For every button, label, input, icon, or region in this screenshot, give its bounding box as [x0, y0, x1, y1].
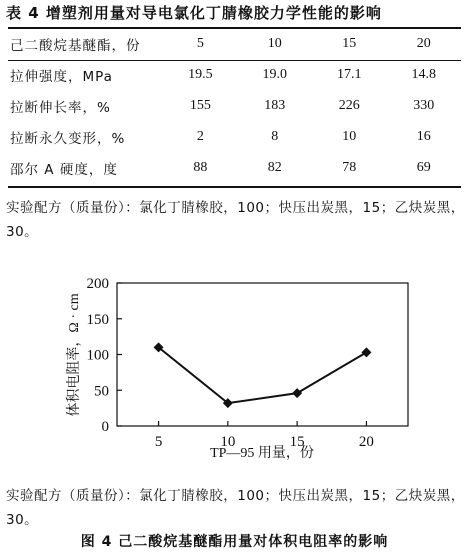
table-cell: 69	[416, 159, 431, 175]
header-value: 5	[196, 35, 204, 51]
y-tick-label: 200	[86, 276, 109, 292]
x-tick-label: 15	[289, 434, 305, 450]
table-row	[8, 90, 461, 121]
table-row	[8, 59, 461, 90]
series-line	[159, 347, 367, 403]
header-value: 20	[416, 35, 431, 51]
table-cell: 19.0	[262, 66, 288, 82]
y-tick-label: 100	[86, 347, 109, 364]
x-tick-label: 5	[154, 434, 163, 450]
table-cell: 82	[267, 159, 282, 175]
table-cell: 10	[342, 128, 357, 144]
table-row	[8, 152, 461, 183]
table-cell: 14.8	[411, 66, 436, 82]
table-cell: 17.1	[337, 66, 362, 82]
x-tick-label: 10	[220, 434, 236, 450]
figure-caption: 图 4 己二酸烷基醚酯用量对体积电阻率的影响	[80, 534, 389, 550]
table-cell: 88	[193, 159, 208, 175]
y-tick-label: 50	[94, 383, 109, 400]
table-cell: 226	[338, 97, 360, 113]
data-point-marker	[361, 347, 371, 357]
table-cell: 8	[271, 128, 279, 144]
header-value: 15	[342, 35, 357, 51]
figure-note: 实验配方（质量份）：氯化丁腈橡胶，100；快压出炭黑，15；乙炔炭黑，30。	[6, 488, 465, 528]
table-cell: 19.5	[188, 66, 213, 82]
table-cell: 330	[413, 97, 435, 113]
table-cell: 155	[189, 97, 211, 113]
table-row	[8, 121, 461, 152]
table-cell: 183	[264, 97, 286, 113]
table-cell: 78	[342, 159, 357, 175]
table-cell: 2	[196, 128, 204, 144]
y-tick-label: 0	[101, 419, 109, 435]
header-rule	[8, 60, 461, 61]
table-note: 实验配方（质量份）：氯化丁腈橡胶，100；快压出炭黑，15；乙炔炭黑，30。	[6, 200, 465, 240]
resistivity-chart	[0, 270, 469, 480]
header-label: 己二酸烷基醚酯，份	[10, 37, 141, 54]
x-tick-label: 20	[358, 434, 374, 450]
table-caption: 表 4 增塑剂用量对导电氯化丁腈橡胶力学性能的影响	[6, 4, 382, 22]
data-point-marker	[292, 388, 302, 398]
row-label: 拉伸强度，MPa	[10, 68, 113, 85]
row-label: 拉断永久变形，%	[10, 130, 126, 147]
row-label: 邵尔 A 硬度，度	[10, 161, 118, 178]
properties-table	[8, 28, 461, 183]
x-axis-label: TP—95 用量，份	[210, 446, 314, 461]
table-bottom-rule	[8, 186, 461, 188]
table-header-row	[8, 28, 461, 59]
header-value: 10	[267, 35, 282, 51]
y-tick-label: 150	[86, 311, 109, 328]
row-label: 拉断伸长率，%	[10, 99, 111, 116]
table-cell: 16	[416, 128, 431, 144]
y-axis-label: 体积电阻率，Ω · cm	[67, 293, 82, 417]
